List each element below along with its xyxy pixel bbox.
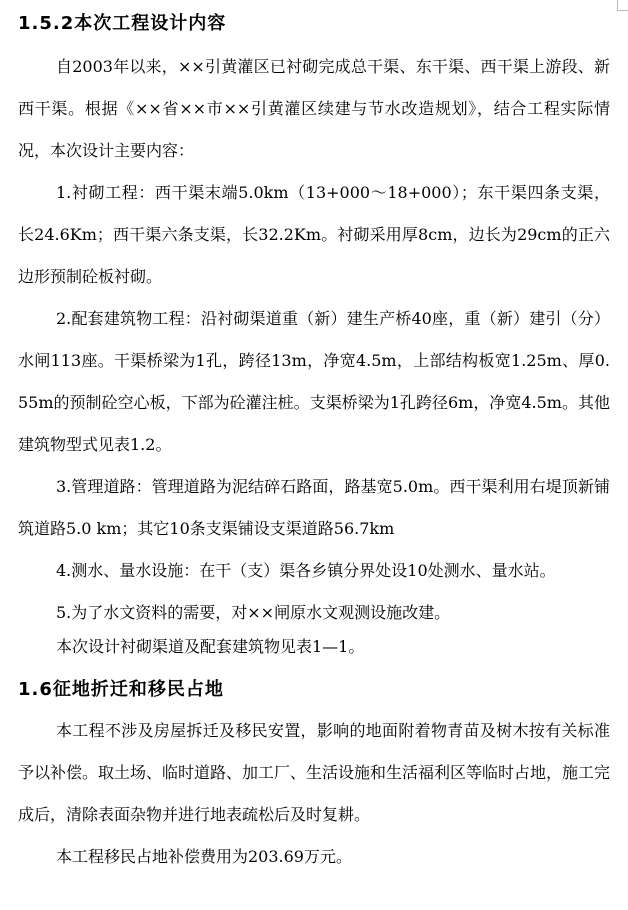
paragraph-lining-works: 1.衬砌工程：西干渠末端5.0km（13+000～18+000）；东干渠四条支渠，长24.6Km；西干渠六条支渠，长32.2Km。衬砌采用厚8cm，边长为29cm的正六边形预制砼板衬砌。 bbox=[18, 183, 610, 286]
paragraph-management-roads: 3.管理道路：管理道路为泥结碎石路面，路基宽5.0m。西干渠利用右堤顶新铺筑道路5.0 km；其它10条支渠铺设支渠道路56.7km bbox=[18, 477, 610, 538]
paragraph-table-reference: 本次设计衬砌渠道及配套建筑物见表1—1。 bbox=[56, 637, 365, 656]
paragraph-supporting-structures: 2.配套建筑物工程：沿衬砌渠道重（新）建生产桥40座，重（新）建引（分）水闸113座。干渠桥梁为1孔，跨径13m，净宽4.5m，上部结构板宽1.25m、厚0.55m的预制砼空心板，下部为砼灌注桩。支渠桥梁为1孔跨径6m，净宽4.5m。其他建筑物型式见表1.2。 bbox=[18, 309, 610, 454]
paragraph-water-measurement: 4.测水、量水设施：在干（支）渠各乡镇分界处设10处测水、量水站。 bbox=[56, 561, 556, 580]
paragraph-compensation-cost: 本工程移民占地补偿费用为203.69万元。 bbox=[56, 847, 352, 866]
section-heading-1-5-2: 1.5.2本次工程设计内容 bbox=[18, 13, 227, 34]
paragraph-land-acquisition: 本工程不涉及房屋拆迁及移民安置，影响的地面附着物青苗及树木按有关标准予以补偿。取土场、临时道路、加工厂、生活设施和生活福利区等临时占地，施工完成后，清除表面杂物并进行地表疏松后及时复耕。 bbox=[18, 721, 611, 824]
page-corner-mark bbox=[617, 0, 628, 11]
section-heading-1-6: 1.6征地折迁和移民占地 bbox=[18, 679, 224, 700]
paragraph-intro: 自2003年以来，××引黄灌区已衬砌完成总干渠、东干渠、西干渠上游段、新西干渠。根据《××省××市××引黄灌区续建与节水改造规划》，结合工程实际情况，本次设计主要内容： bbox=[18, 57, 610, 160]
paragraph-hydrology-facilities: 5.为了水文资料的需要，对××闸原水文观测设施改建。 bbox=[56, 603, 451, 622]
